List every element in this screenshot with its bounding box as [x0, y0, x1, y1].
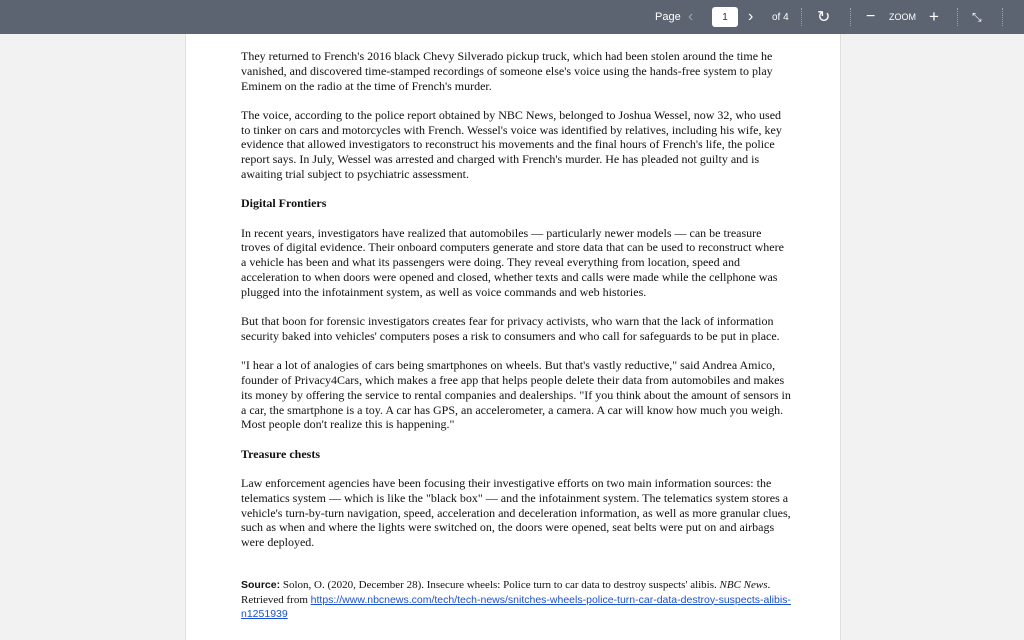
zoom-in-button[interactable]: +	[929, 7, 939, 26]
paragraph: They returned to French's 2016 black Chevy Silverado pickup truck, which had been stolen around the time he vanished, and discovered time-stamped recordings of someone else's voice using the hands-free system to play Eminem on the radio at the time of French's murder.	[241, 49, 773, 93]
source-retrieved: . Retrieved from	[241, 579, 771, 606]
rotate-icon[interactable]: ↻	[817, 9, 831, 26]
zoom-label: ZOOM	[889, 12, 916, 22]
next-page-button[interactable]: ›	[748, 8, 754, 25]
page-count-label: of 4	[772, 11, 789, 23]
page-number-input[interactable]	[712, 7, 738, 27]
fit-page-icon[interactable]: ⤡	[972, 9, 980, 24]
toolbar-divider	[1002, 8, 1004, 26]
toolbar-divider	[957, 8, 959, 26]
source-citation	[241, 578, 791, 622]
section-heading: Digital Frontiers	[241, 196, 327, 211]
source-link[interactable]: https://www.nbcnews.com/tech/tech-news/snitches-wheels-police-turn-car-data-destroy-suspects-alibis-n1251939	[241, 593, 791, 621]
toolbar-divider	[801, 8, 803, 26]
paragraph: "I hear a lot of analogies of cars being smartphones on wheels. But that's vastly reductive," said Andrea Amico, founder of Privacy4Cars, which makes a free app that helps people delete their data from automobiles and makes its money by offering the service to rental companies and dealerships. "If you think about the amount of sensors in a car, the smartphone is a toy. A car has GPS, an accelerometer, a camera. A car will know how much you weigh. Most people don't realize this is happening."	[241, 358, 791, 432]
document-page	[185, 34, 841, 640]
paragraph: But that boon for forensic investigators creates fear for privacy activists, who warn that the lack of information security baked into vehicles' computers poses a risk to consumers and who call for safeguards to be put in place.	[241, 314, 780, 343]
viewer-toolbar	[0, 0, 1024, 34]
paragraph: In recent years, investigators have realized that automobiles — particularly newer models — can be treasure troves of digital evidence. Their onboard computers generate and store data that can be used to reconstruct where a vehicle has been and what its passengers were doing. They reveal everything from location, speed and acceleration to when doors were opened and closed, whether texts and calls were made while the cellphone was plugged into the infotainment system, as well as voice commands and web histories.	[241, 225, 784, 299]
paragraph: The voice, according to the police report obtained by NBC News, belonged to Joshua Wessel, now 32, who used to tinker on cars and motorcycles with French. Wessel's voice was identified by relatives, including his wife, key evidence that allowed investigators to reconstruct his movements and the final hours of French's life, the police report says. In July, Wessel was arrested and charged with French's murder. He has pleaded not guilty and is awaiting trial subject to psychiatric assessment.	[241, 107, 782, 182]
toolbar-divider	[850, 8, 852, 26]
scrollbar[interactable]	[1012, 34, 1024, 640]
source-label: Source:	[241, 579, 281, 592]
document-content	[241, 49, 791, 636]
previous-page-button[interactable]: ‹	[688, 8, 694, 25]
source-publication: NBC News	[719, 579, 768, 592]
page-label: Page	[655, 11, 681, 23]
source-text: Solon, O. (2020, December 28). Insecure wheels: Police turn to car data to destroy suspects' alibis.	[280, 579, 720, 592]
zoom-out-button[interactable]: −	[866, 8, 876, 25]
paragraph: Law enforcement agencies have been focusing their investigative efforts on two main information sources: the telematics system — which is like the "black box" — and the infotainment system. The telematics system stores a vehicle's turn-by-turn navigation, speed, acceleration and deceleration information, as well as more granular clues, such as when and where the lights were switched on, the doors were opened, seat belts were put on and airbags were deployed.	[241, 476, 791, 550]
section-heading: Treasure chests	[241, 446, 320, 461]
